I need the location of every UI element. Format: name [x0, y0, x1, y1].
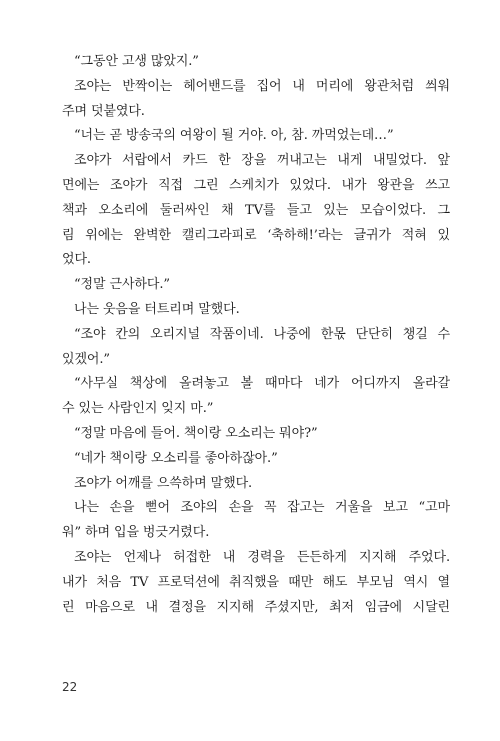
text-line-13: 있겠어.” [62, 351, 110, 367]
text-line-8: 림 위에는 완벽한 캘리그라피로 ‘축하해!’라는 글귀가 적혀 있 [62, 227, 450, 243]
text-line-3: 주며 덧붙였다. [62, 103, 145, 119]
text-line-7: 책과 오소리에 둘러싸인 채 TV를 들고 있는 모습이었다. 그 [62, 202, 450, 218]
text-line-21: 조야는 언제나 허접한 내 경력을 든든하게 지지해 주었다. [74, 549, 450, 565]
text-line-10: “정말 근사하다.” [74, 277, 170, 293]
text-line-20: 워” 하며 입을 벙긋거렸다. [62, 525, 210, 541]
text-line-16: “정말 마음에 들어. 책이랑 오소리는 뭐야?” [74, 425, 318, 441]
text-line-22: 내가 처음 TV 프로덕션에 취직했을 때만 해도 부모님 역시 열 [62, 574, 450, 590]
text-line-1: “그동안 고생 많았지.” [74, 54, 199, 69]
book-page-text [62, 50, 450, 620]
text-line-15: 수 있는 사람인지 잊지 마.” [62, 401, 214, 417]
text-line-4: “너는 곧 방송국의 여왕이 될 거야. 아, 참. 까먹었는데…” [74, 128, 394, 144]
text-line-14: “사무실 책상에 올려놓고 볼 때마다 네가 어디까지 올라갈 [74, 376, 450, 392]
page-number: 22 [62, 680, 78, 694]
text-line-18: 조야가 어깨를 으쓱하며 말했다. [74, 475, 253, 491]
text-line-5: 조야가 서랍에서 카드 한 장을 꺼내고는 내게 내밀었다. 앞 [74, 153, 450, 169]
text-line-12: “조야 칸의 오리지널 작품이네. 나중에 한몫 단단히 챙길 수 [74, 326, 450, 342]
text-line-2: 조야는 반짝이는 헤어밴드를 집어 내 머리에 왕관처럼 씌워 [74, 78, 450, 94]
text-line-6: 면에는 조야가 직접 그린 스케치가 있었다. 내가 왕관을 쓰고 [62, 177, 450, 193]
text-line-19: 나는 손을 뻗어 조야의 손을 꼭 잡고는 거울을 보고 “고마 [74, 500, 450, 516]
text-line-23: 린 마음으로 내 결정을 지지해 주셨지만, 최저 임금에 시달린 [62, 599, 450, 615]
text-line-11: 나는 웃음을 터트리며 말했다. [74, 301, 240, 317]
text-line-9: 었다. [62, 252, 91, 268]
text-line-17: “네가 책이랑 오소리를 좋아하잖아.” [74, 450, 278, 466]
